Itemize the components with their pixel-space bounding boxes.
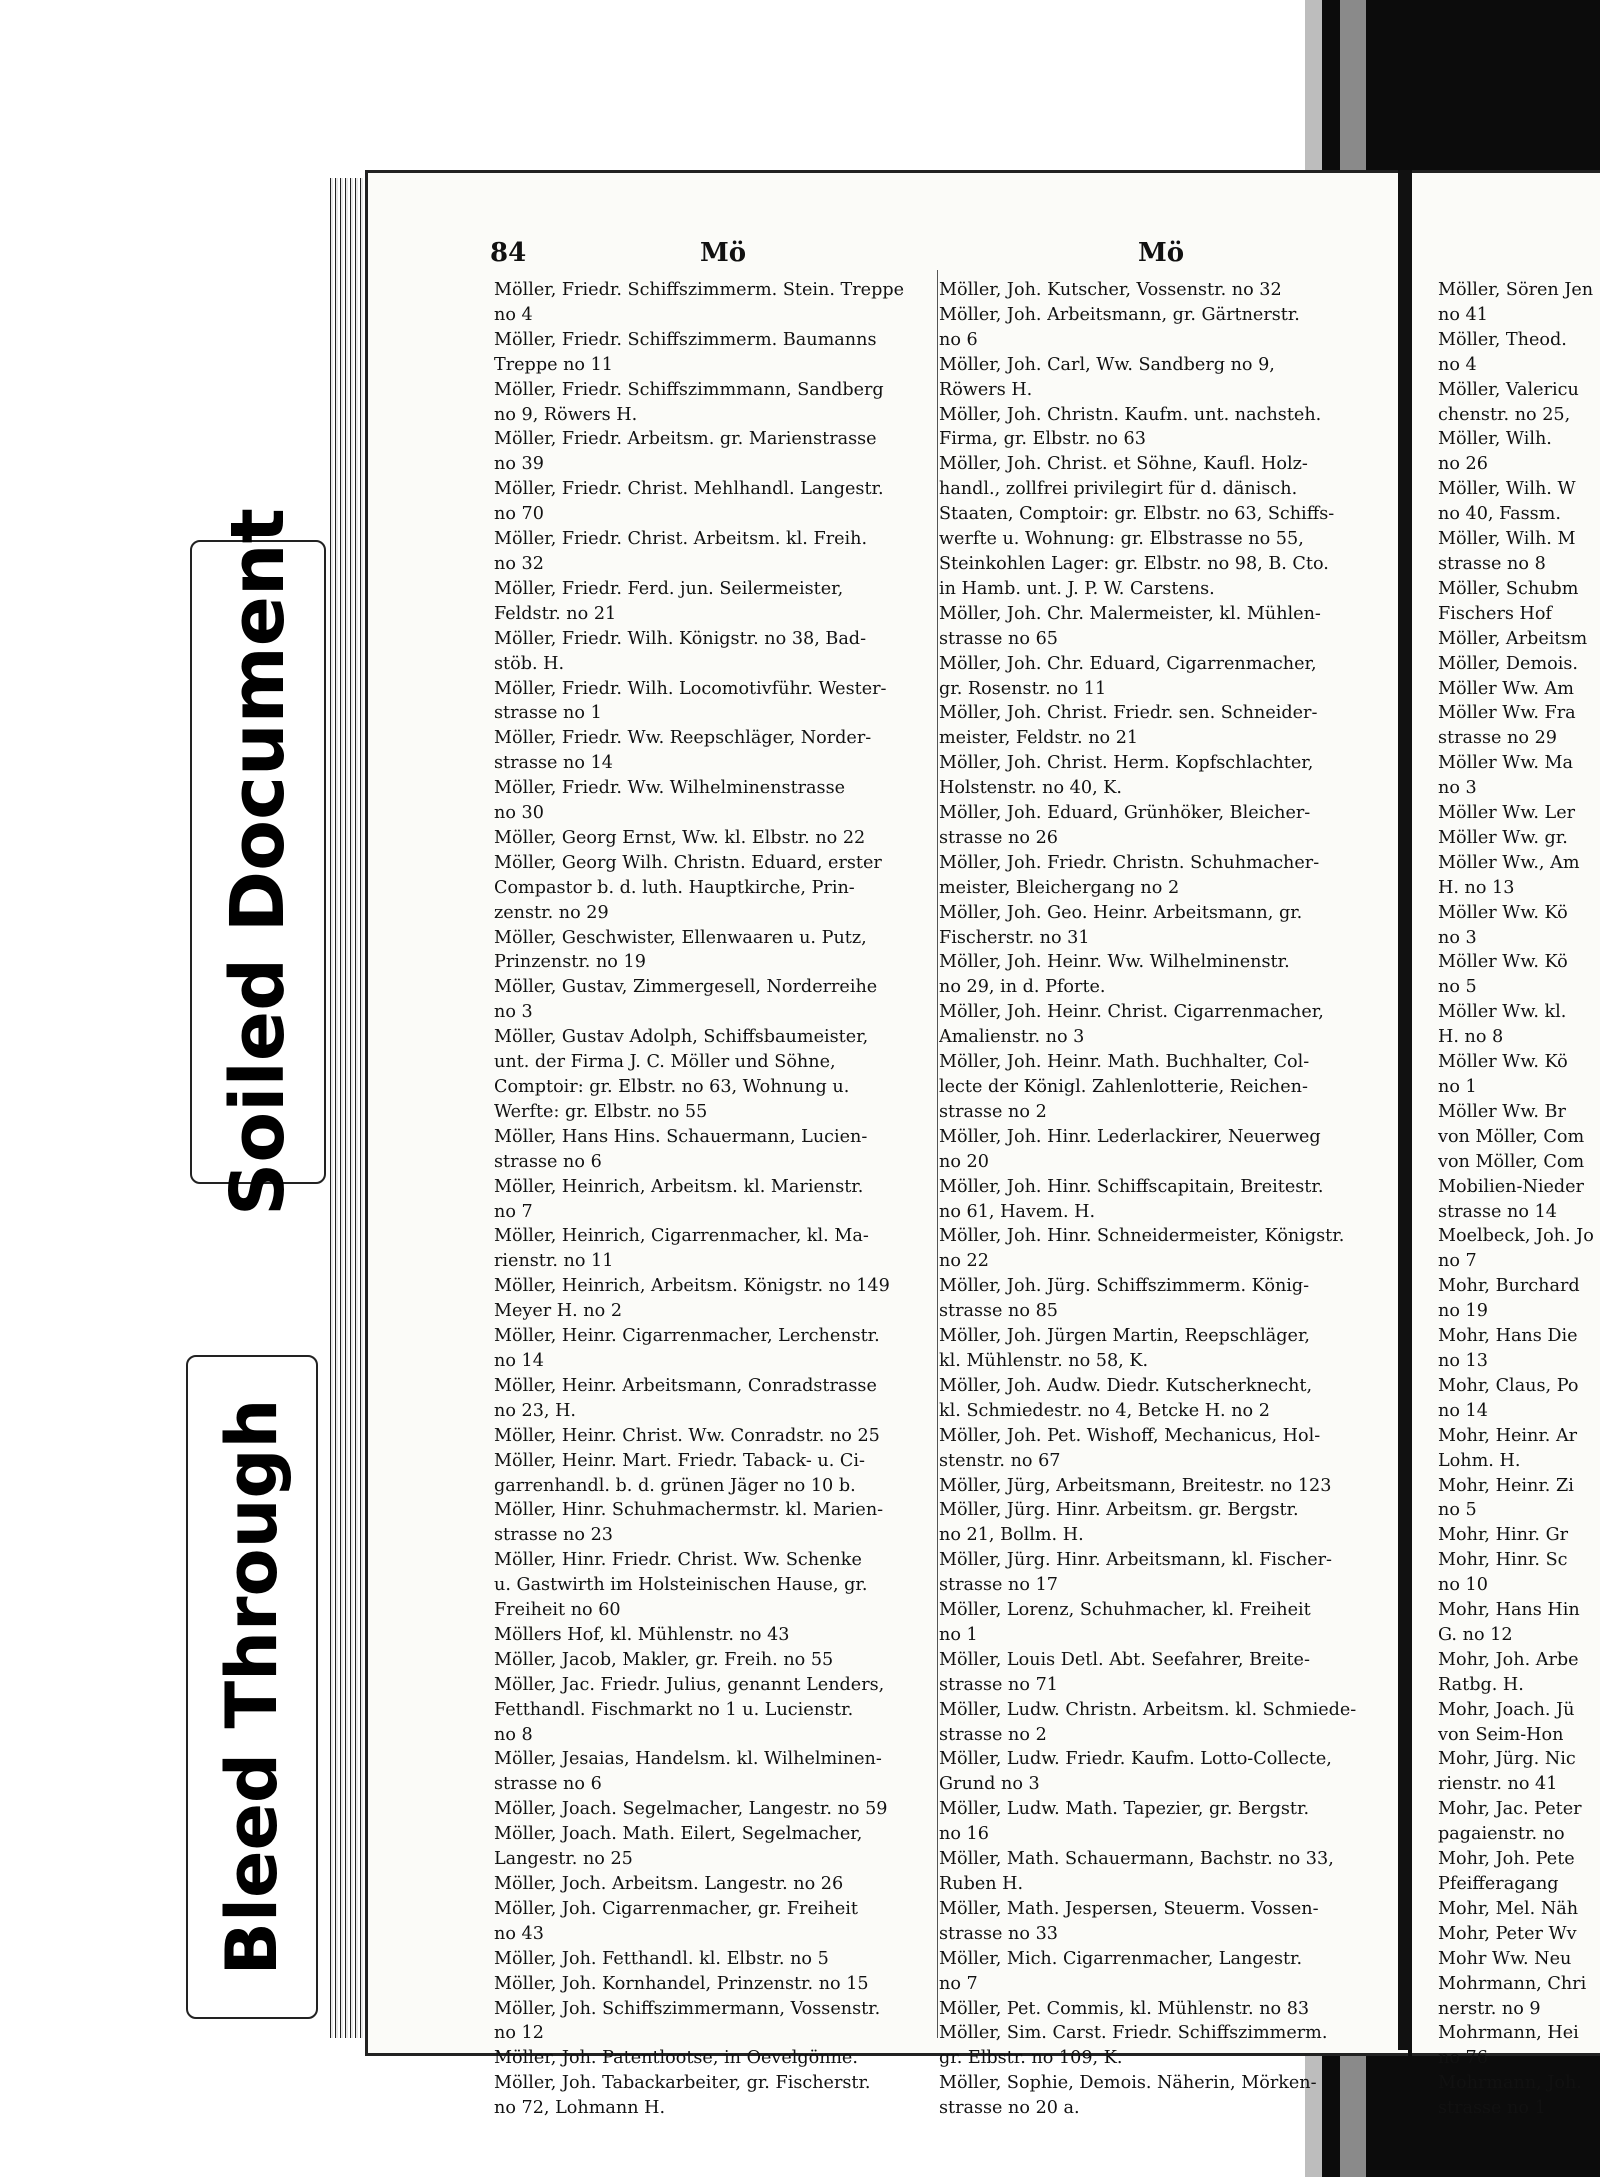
directory-line: strasse no 8 xyxy=(1438,553,1546,574)
directory-line: u. Gastwirth im Holsteinischen Hause, gr. xyxy=(494,1575,868,1596)
directory-line: Möller, Arbeitsm xyxy=(1438,628,1588,649)
soiled-document-text: Soiled Document xyxy=(215,508,301,1216)
directory-line: in Hamb. unt. J. P. W. Carstens. xyxy=(939,578,1215,599)
directory-line: Mobilien-Nieder xyxy=(1438,1176,1584,1197)
directory-line: unt. der Firma J. C. Möller und Söhne, xyxy=(494,1052,836,1073)
directory-line: Möller, Joh. Schiffszimmermann, Vossenstr. xyxy=(494,1998,881,2019)
directory-line: gr. Elbstr. no 109, K. xyxy=(939,2048,1123,2069)
directory-line: no 1 xyxy=(939,1624,978,1645)
directory-line: Möller Ww. Ma xyxy=(1438,753,1574,774)
directory-line: strasse no 1 xyxy=(494,703,602,724)
directory-line: strasse no 2 xyxy=(939,1724,1047,1745)
directory-line: Mohrmann, Hei xyxy=(1438,2023,1579,2044)
directory-line: chenstr. no 25, xyxy=(1438,404,1571,425)
directory-line: Möller, Friedr. Schiffszimmerm. Baumanns xyxy=(494,329,877,350)
directory-line: Mohr, Jürg. Nic xyxy=(1438,1749,1576,1770)
directory-line: lecte der Königl. Zahlenlotterie, Reichen- xyxy=(939,1077,1308,1097)
soiled-document-label xyxy=(190,508,326,1216)
directory-line: no 21, Bollm. H. xyxy=(939,1525,1084,1546)
directory-line: Möller, Joh. Hinr. Lederlackirer, Neuerweg xyxy=(939,1126,1321,1147)
directory-line: Möller, Hinr. Friedr. Christ. Ww. Schenke xyxy=(494,1550,862,1571)
directory-line: Möller, Joh. Arbeitsmann, gr. Gärtnerstr. xyxy=(939,304,1300,325)
directory-line: Möller, Heinr. Arbeitsmann, Conradstrasse xyxy=(494,1375,877,1396)
directory-line: Compastor b. d. luth. Hauptkirche, Prin- xyxy=(494,877,855,898)
directory-line: Möller, Jürg. Hinr. Arbeitsmann, kl. Fischer- xyxy=(939,1550,1332,1571)
book-gutter xyxy=(1398,170,1412,2050)
directory-line: Mohr, Jac. Peter xyxy=(1438,1799,1582,1820)
directory-line: no 70 xyxy=(494,504,544,525)
directory-line: Langestr. no 25 xyxy=(494,1849,633,1870)
directory-line: Möller, Friedr. Arbeitsm. gr. Marienstrasse xyxy=(494,429,877,450)
directory-line: Möller, Schubm xyxy=(1438,578,1579,599)
page-stack-edge xyxy=(328,178,368,2038)
directory-line: meister, Feldstr. no 21 xyxy=(939,728,1139,749)
directory-line: Möller, Lorenz, Schuhmacher, kl. Freiheit xyxy=(939,1600,1311,1621)
directory-line: nerstr. no 9 xyxy=(1438,1998,1541,2019)
directory-line: Möller Ww. kl. xyxy=(1438,1002,1567,1023)
directory-line: Möller, Joh. Kornhandel, Prinzenstr. no 15 xyxy=(494,1973,869,1994)
directory-line: strasse no 23 xyxy=(494,1525,613,1546)
directory-line: no 9, Röwers H. xyxy=(494,404,638,425)
header-left-letters: Mö xyxy=(700,238,747,268)
directory-line: Möller, Joh. Carl, Ww. Sandberg no 9, xyxy=(939,354,1275,375)
directory-line: Möller, Theod. xyxy=(1438,329,1567,350)
directory-line: gr. Rosenstr. no 11 xyxy=(939,678,1107,699)
directory-line: Lohm. H. xyxy=(1438,1450,1521,1471)
directory-line: Fischers Hof xyxy=(1438,603,1552,624)
directory-line: Mohr, Hans Hin xyxy=(1438,1600,1580,1621)
directory-line: Möller, Jesaias, Handelsm. kl. Wilhelminen- xyxy=(494,1749,882,1770)
directory-line: Möller, Joch. Arbeitsm. Langestr. no 26 xyxy=(494,1874,844,1894)
directory-line: kl. Schmiedestr. no 4, Betcke H. no 2 xyxy=(939,1400,1270,1421)
directory-line: Möller, Joh. Fetthandl. kl. Elbstr. no 5 xyxy=(494,1948,829,1969)
directory-line: Möller, Math. Schauermann, Bachstr. no 33, xyxy=(939,1849,1334,1870)
directory-line: handl., zollfrei privilegirt für d. dänisch. xyxy=(939,479,1298,500)
directory-line: Steinkohlen Lager: gr. Elbstr. no 98, B. Cto. xyxy=(939,553,1329,574)
directory-line: Möller Ww. Am xyxy=(1438,678,1574,699)
directory-line: no 23, H. xyxy=(494,1400,577,1421)
directory-line: Möller, Joh. Audw. Diedr. Kutscherknecht, xyxy=(939,1375,1313,1396)
bleed-through-label xyxy=(186,1355,318,2019)
directory-line: Röwers H. xyxy=(939,379,1033,400)
page-number: 84 xyxy=(490,238,527,268)
directory-line: Mohr Ww. Neu xyxy=(1438,1948,1572,1969)
directory-line: Möller, Joh. Patentlootse, in Oevelgönne. xyxy=(494,2048,858,2069)
directory-line: no 5 xyxy=(1438,1500,1477,1521)
directory-line: Möller, Friedr. Schiffszimmerm. Stein. Treppe xyxy=(494,280,905,300)
directory-line: Staaten, Comptoir: gr. Elbstr. no 63, Schiffs- xyxy=(939,504,1335,525)
directory-line: Meyer H. no 2 xyxy=(494,1301,623,1322)
directory-line: Möller, Heinr. Cigarrenmacher, Lerchenstr. xyxy=(494,1326,880,1347)
directory-line: strasse no 2 xyxy=(939,1101,1047,1122)
directory-line: Möller, Wilh. M xyxy=(1438,529,1576,550)
directory-line: no 12 xyxy=(494,2023,544,2044)
directory-line: werfte u. Wohnung: gr. Elbstrasse no 55, xyxy=(939,529,1304,550)
directory-line: H. no 8 xyxy=(1438,1027,1504,1048)
directory-line: Möller, Joh. Jürgen Martin, Reepschläger, xyxy=(939,1326,1311,1347)
directory-line: Comptoir: gr. Elbstr. no 63, Wohnung u. xyxy=(494,1077,850,1097)
directory-line: rienstr. no 11 xyxy=(494,1251,614,1272)
directory-line: Ruben H. xyxy=(939,1874,1024,1894)
directory-line: Möller, Ludw. Christn. Arbeitsm. kl. Schmiede- xyxy=(939,1699,1357,1720)
directory-line: Möller Ww., Am xyxy=(1438,852,1580,873)
directory-line: Mohrmann, Chri xyxy=(1438,1973,1587,1994)
directory-line: Möller Ww. Br xyxy=(1438,1101,1566,1122)
directory-line: strasse no 71 xyxy=(939,1674,1058,1695)
directory-line: no 40, Fassm. xyxy=(1438,504,1561,525)
directory-line: pagaienstr. no xyxy=(1438,1824,1565,1845)
directory-line: von Seim-Hon xyxy=(1438,1724,1564,1745)
directory-line: zenstr. no 29 xyxy=(494,902,609,923)
directory-line: rienstr. no 41 xyxy=(1438,1774,1558,1795)
directory-line: Möller, Ludw. Friedr. Kaufm. Lotto-Collecte, xyxy=(939,1749,1332,1770)
directory-line: no 39 xyxy=(494,454,544,475)
directory-line: Möller, Friedr. Schiffszimmmann, Sandberg xyxy=(494,379,884,400)
directory-line: Möller, Math. Jespersen, Steuerm. Vossen- xyxy=(939,1898,1319,1919)
directory-line: Mohr, Burchard xyxy=(1438,1276,1580,1297)
directory-line: strasse no 20 a. xyxy=(939,2098,1080,2119)
directory-line: strasse no 14 xyxy=(494,753,613,774)
directory-line: no 72, Lohmann H. xyxy=(494,2098,666,2119)
directory-line: Moelbeck, Joh. Jo xyxy=(1438,1226,1594,1247)
directory-line: strasse no 65 xyxy=(939,628,1058,649)
directory-line: Möller, Joh. Cigarrenmacher, gr. Freiheit xyxy=(494,1898,858,1919)
directory-line: Möller, Georg Wilh. Christn. Eduard, erster xyxy=(494,852,882,873)
directory-line: no 8 xyxy=(494,1724,533,1745)
directory-line: Möller, Joh. Geo. Heinr. Arbeitsmann, gr. xyxy=(939,902,1303,923)
directory-line: von Möller, Com xyxy=(1438,1151,1585,1172)
header-right-letters: Mö xyxy=(1138,238,1185,268)
directory-line: Möller, Friedr. Ferd. jun. Seilermeister, xyxy=(494,578,844,599)
directory-line: Möller, Joh. Kutscher, Vossenstr. no 32 xyxy=(939,280,1282,300)
directory-line: Mohr, Hinr. Gr xyxy=(1438,1525,1569,1546)
directory-line: no 22 xyxy=(939,1251,989,1272)
directory-line: no 6 xyxy=(939,329,978,350)
directory-line: Möller, Joh. Hinr. Schneidermeister, Königstr. xyxy=(939,1226,1345,1247)
directory-line: Möller, Friedr. Christ. Mehlhandl. Langestr. xyxy=(494,479,884,500)
directory-line: Möller Ww. Kö xyxy=(1438,902,1568,923)
directory-line: no 14 xyxy=(494,1350,544,1371)
directory-column-left xyxy=(494,278,934,2121)
directory-line: Möller, Demois. xyxy=(1438,653,1578,674)
directory-line: Möller, Joach. Segelmacher, Langestr. no 59 xyxy=(494,1799,888,1820)
directory-line: no 14 xyxy=(1438,1400,1488,1421)
directory-line: strasse no 6 xyxy=(494,1151,602,1172)
directory-line: Möller, Joh. Hinr. Schiffscapitain, Breitestr. xyxy=(939,1176,1324,1197)
directory-line: Pfeifferagang xyxy=(1438,1874,1559,1894)
directory-line: Mohrmann, Joh. xyxy=(1438,2073,1582,2094)
directory-line: Möller, Georg Ernst, Ww. kl. Elbstr. no 22 xyxy=(494,827,866,848)
directory-line: Mohr, Joh. Pete xyxy=(1438,1849,1575,1870)
directory-line: strasse no 1 xyxy=(1438,2098,1546,2119)
directory-line: H. no 13 xyxy=(1438,877,1515,898)
directory-line: Möller, Joh. Christ. et Söhne, Kaufl. Holz- xyxy=(939,454,1308,475)
directory-line: Möller, Jac. Friedr. Julius, genannt Lenders, xyxy=(494,1674,885,1695)
directory-line: Mohr, Hinr. Sc xyxy=(1438,1550,1568,1571)
directory-line: no 5 xyxy=(1438,977,1477,998)
directory-line: Mohr, Hans Die xyxy=(1438,1326,1578,1347)
directory-line: Möller, Jürg. Hinr. Arbeitsm. gr. Bergstr. xyxy=(939,1500,1299,1521)
directory-line: no 16 xyxy=(939,1824,989,1845)
directory-line: no 3 xyxy=(494,1002,533,1023)
directory-line: Möller, Gustav, Zimmergesell, Norderreihe xyxy=(494,977,878,998)
directory-line: no 61, Havem. H. xyxy=(939,1201,1096,1222)
directory-line: Möllers Hof, kl. Mühlenstr. no 43 xyxy=(494,1624,790,1645)
directory-line: Möller, Geschwister, Ellenwaaren u. Putz, xyxy=(494,927,867,948)
directory-line: Möller, Joh. Chr. Malermeister, kl. Mühlen- xyxy=(939,603,1321,624)
directory-line: Möller, Joh. Pet. Wishoff, Mechanicus, Hol- xyxy=(939,1425,1321,1446)
directory-line: Möller, Jürg, Arbeitsmann, Breitestr. no 123 xyxy=(939,1475,1332,1496)
directory-line: Möller, Joh. Heinr. Math. Buchhalter, Col- xyxy=(939,1052,1310,1073)
directory-line: Möller, Joh. Jürg. Schiffszimmerm. König- xyxy=(939,1276,1310,1297)
directory-line: Amalienstr. no 3 xyxy=(939,1027,1085,1048)
directory-line: Möller, Hinr. Schuhmachermstr. kl. Marien- xyxy=(494,1500,884,1521)
directory-line: Holstenstr. no 40, K. xyxy=(939,778,1122,799)
directory-line: no 76 xyxy=(1438,2048,1488,2069)
directory-line: no 10 xyxy=(1438,1575,1488,1596)
directory-line: Treppe no 11 xyxy=(494,354,613,375)
directory-line: Möller, Jacob, Makler, gr. Freih. no 55 xyxy=(494,1649,834,1670)
directory-line: strasse no 29 xyxy=(1438,728,1557,749)
directory-line: strasse no 33 xyxy=(939,1923,1058,1944)
column-divider xyxy=(937,270,938,2038)
directory-line: Fetthandl. Fischmarkt no 1 u. Lucienstr. xyxy=(494,1699,854,1720)
directory-line: Möller, Valericu xyxy=(1438,379,1579,400)
directory-line: no 7 xyxy=(494,1201,533,1222)
directory-line: Möller, Sim. Carst. Friedr. Schiffszimmerm. xyxy=(939,2023,1328,2044)
directory-line: Möller, Heinrich, Arbeitsm. Königstr. no 149 xyxy=(494,1276,890,1297)
directory-line: Mohr, Peter Wv xyxy=(1438,1923,1577,1944)
directory-line: no 30 xyxy=(494,803,544,824)
directory-line: no 3 xyxy=(1438,778,1477,799)
directory-line: Möller, Hans Hins. Schauermann, Lucien- xyxy=(494,1126,868,1147)
directory-line: Möller, Joh. Friedr. Christn. Schuhmacher- xyxy=(939,852,1320,873)
directory-line: Möller, Pet. Commis, kl. Mühlenstr. no 83 xyxy=(939,1998,1310,2019)
directory-line: Möller, Joh. Eduard, Grünhöker, Bleicher- xyxy=(939,803,1311,824)
directory-line: Möller, Ludw. Math. Tapezier, gr. Bergstr. xyxy=(939,1799,1310,1820)
directory-line: Mohr, Heinr. Zi xyxy=(1438,1475,1574,1496)
directory-line: Möller, Friedr. Wilh. Locomotivführ. Wester- xyxy=(494,678,887,699)
directory-line: Werfte: gr. Elbstr. no 55 xyxy=(494,1101,708,1122)
directory-line: no 4 xyxy=(494,304,533,325)
directory-line: Möller, Heinr. Mart. Friedr. Taback- u. Ci- xyxy=(494,1450,865,1471)
directory-line: Möller, Joach. Math. Eilert, Segelmacher, xyxy=(494,1824,863,1845)
directory-line: Möller, Louis Detl. Abt. Seefahrer, Breite- xyxy=(939,1649,1310,1670)
directory-line: Möller Ww. Ler xyxy=(1438,803,1576,824)
directory-column-right xyxy=(1438,278,1600,2121)
bleed-through-text: Bleed Through xyxy=(211,1398,293,1976)
directory-line: no 7 xyxy=(1438,1251,1477,1272)
directory-line: Möller Ww. Fra xyxy=(1438,703,1576,724)
directory-line: Möller, Gustav Adolph, Schiffsbaumeister, xyxy=(494,1027,869,1048)
directory-line: Möller, Joh. Christ. Friedr. sen. Schneider- xyxy=(939,703,1318,724)
directory-line: Möller Ww. Kö xyxy=(1438,952,1568,973)
directory-line: Möller, Heinrich, Arbeitsm. kl. Marienstr. xyxy=(494,1176,864,1197)
directory-line: Möller, Friedr. Ww. Reepschläger, Norder- xyxy=(494,728,872,749)
directory-line: Möller, Joh. Heinr. Christ. Cigarrenmacher, xyxy=(939,1002,1324,1023)
directory-line: garrenhandl. b. d. grünen Jäger no 10 b. xyxy=(494,1475,856,1496)
directory-line: Mohr, Joh. Arbe xyxy=(1438,1649,1579,1670)
directory-line: Möller, Joh. Heinr. Ww. Wilhelminenstr. xyxy=(939,952,1290,973)
directory-line: no 32 xyxy=(494,553,544,574)
directory-line: stenstr. no 67 xyxy=(939,1450,1061,1471)
directory-line: strasse no 6 xyxy=(494,1774,602,1795)
directory-line: Mohr, Joach. Jü xyxy=(1438,1699,1575,1720)
directory-line: no 20 xyxy=(939,1151,989,1172)
directory-line: Mohr, Heinr. Ar xyxy=(1438,1425,1578,1446)
directory-line: Prinzenstr. no 19 xyxy=(494,952,646,973)
directory-line: no 1 xyxy=(1438,1077,1477,1097)
directory-line: Möller, Sophie, Demois. Näherin, Mörken- xyxy=(939,2073,1317,2094)
directory-line: Möller Ww. gr. xyxy=(1438,827,1568,848)
directory-line: no 43 xyxy=(494,1923,544,1944)
directory-line: no 29, in d. Pforte. xyxy=(939,977,1106,998)
directory-line: Möller, Heinr. Christ. Ww. Conradstr. no 25 xyxy=(494,1425,880,1446)
directory-line: Möller, Friedr. Ww. Wilhelminenstrasse xyxy=(494,778,846,799)
directory-line: Möller, Wilh. xyxy=(1438,429,1552,450)
directory-line: strasse no 14 xyxy=(1438,1201,1557,1222)
directory-line: G. no 12 xyxy=(1438,1624,1513,1645)
directory-line: Möller, Heinrich, Cigarrenmacher, kl. Ma- xyxy=(494,1226,869,1247)
directory-line: Möller, Friedr. Wilh. Königstr. no 38, Bad- xyxy=(494,628,867,649)
directory-line: Feldstr. no 21 xyxy=(494,603,617,624)
directory-line: no 4 xyxy=(1438,354,1477,375)
directory-line: strasse no 85 xyxy=(939,1301,1058,1322)
directory-column-middle xyxy=(939,278,1383,2121)
directory-line: no 26 xyxy=(1438,454,1488,475)
directory-line: Möller Ww. Kö xyxy=(1438,1052,1568,1073)
directory-line: Freiheit no 60 xyxy=(494,1600,621,1621)
directory-line: Möller, Friedr. Christ. Arbeitsm. kl. Freih. xyxy=(494,529,868,550)
directory-line: stöb. H. xyxy=(494,653,565,674)
directory-line: Möller, Sören Jen xyxy=(1438,280,1594,300)
directory-line: Möller, Joh. Christn. Kaufm. unt. nachsteh. xyxy=(939,404,1322,425)
directory-line: Möller, Wilh. W xyxy=(1438,479,1576,500)
directory-line: no 41 xyxy=(1438,304,1488,325)
directory-line: Möller, Joh. Christ. Herm. Kopfschlachter, xyxy=(939,753,1314,774)
directory-line: no 7 xyxy=(939,1973,978,1994)
directory-line: Mohr, Claus, Po xyxy=(1438,1375,1579,1396)
directory-line: Möller, Joh. Tabackarbeiter, gr. Fischerstr. xyxy=(494,2073,871,2094)
directory-line: von Möller, Com xyxy=(1438,1126,1585,1147)
directory-line: meister, Bleichergang no 2 xyxy=(939,877,1180,898)
directory-line: no 13 xyxy=(1438,1350,1488,1371)
directory-line: no 19 xyxy=(1438,1301,1488,1322)
directory-line: Firma, gr. Elbstr. no 63 xyxy=(939,429,1146,450)
directory-line: Ratbg. H. xyxy=(1438,1674,1524,1695)
directory-line: strasse no 26 xyxy=(939,827,1058,848)
directory-line: Möller, Joh. Chr. Eduard, Cigarrenmacher, xyxy=(939,653,1317,674)
directory-line: strasse no 17 xyxy=(939,1575,1058,1596)
directory-line: kl. Mühlenstr. no 58, K. xyxy=(939,1350,1149,1371)
directory-line: no 3 xyxy=(1438,927,1477,948)
directory-line: Möller, Mich. Cigarrenmacher, Langestr. xyxy=(939,1948,1303,1969)
directory-line: Fischerstr. no 31 xyxy=(939,927,1090,948)
directory-line: Mohr, Mel. Näh xyxy=(1438,1898,1579,1919)
directory-line: Grund no 3 xyxy=(939,1774,1040,1795)
